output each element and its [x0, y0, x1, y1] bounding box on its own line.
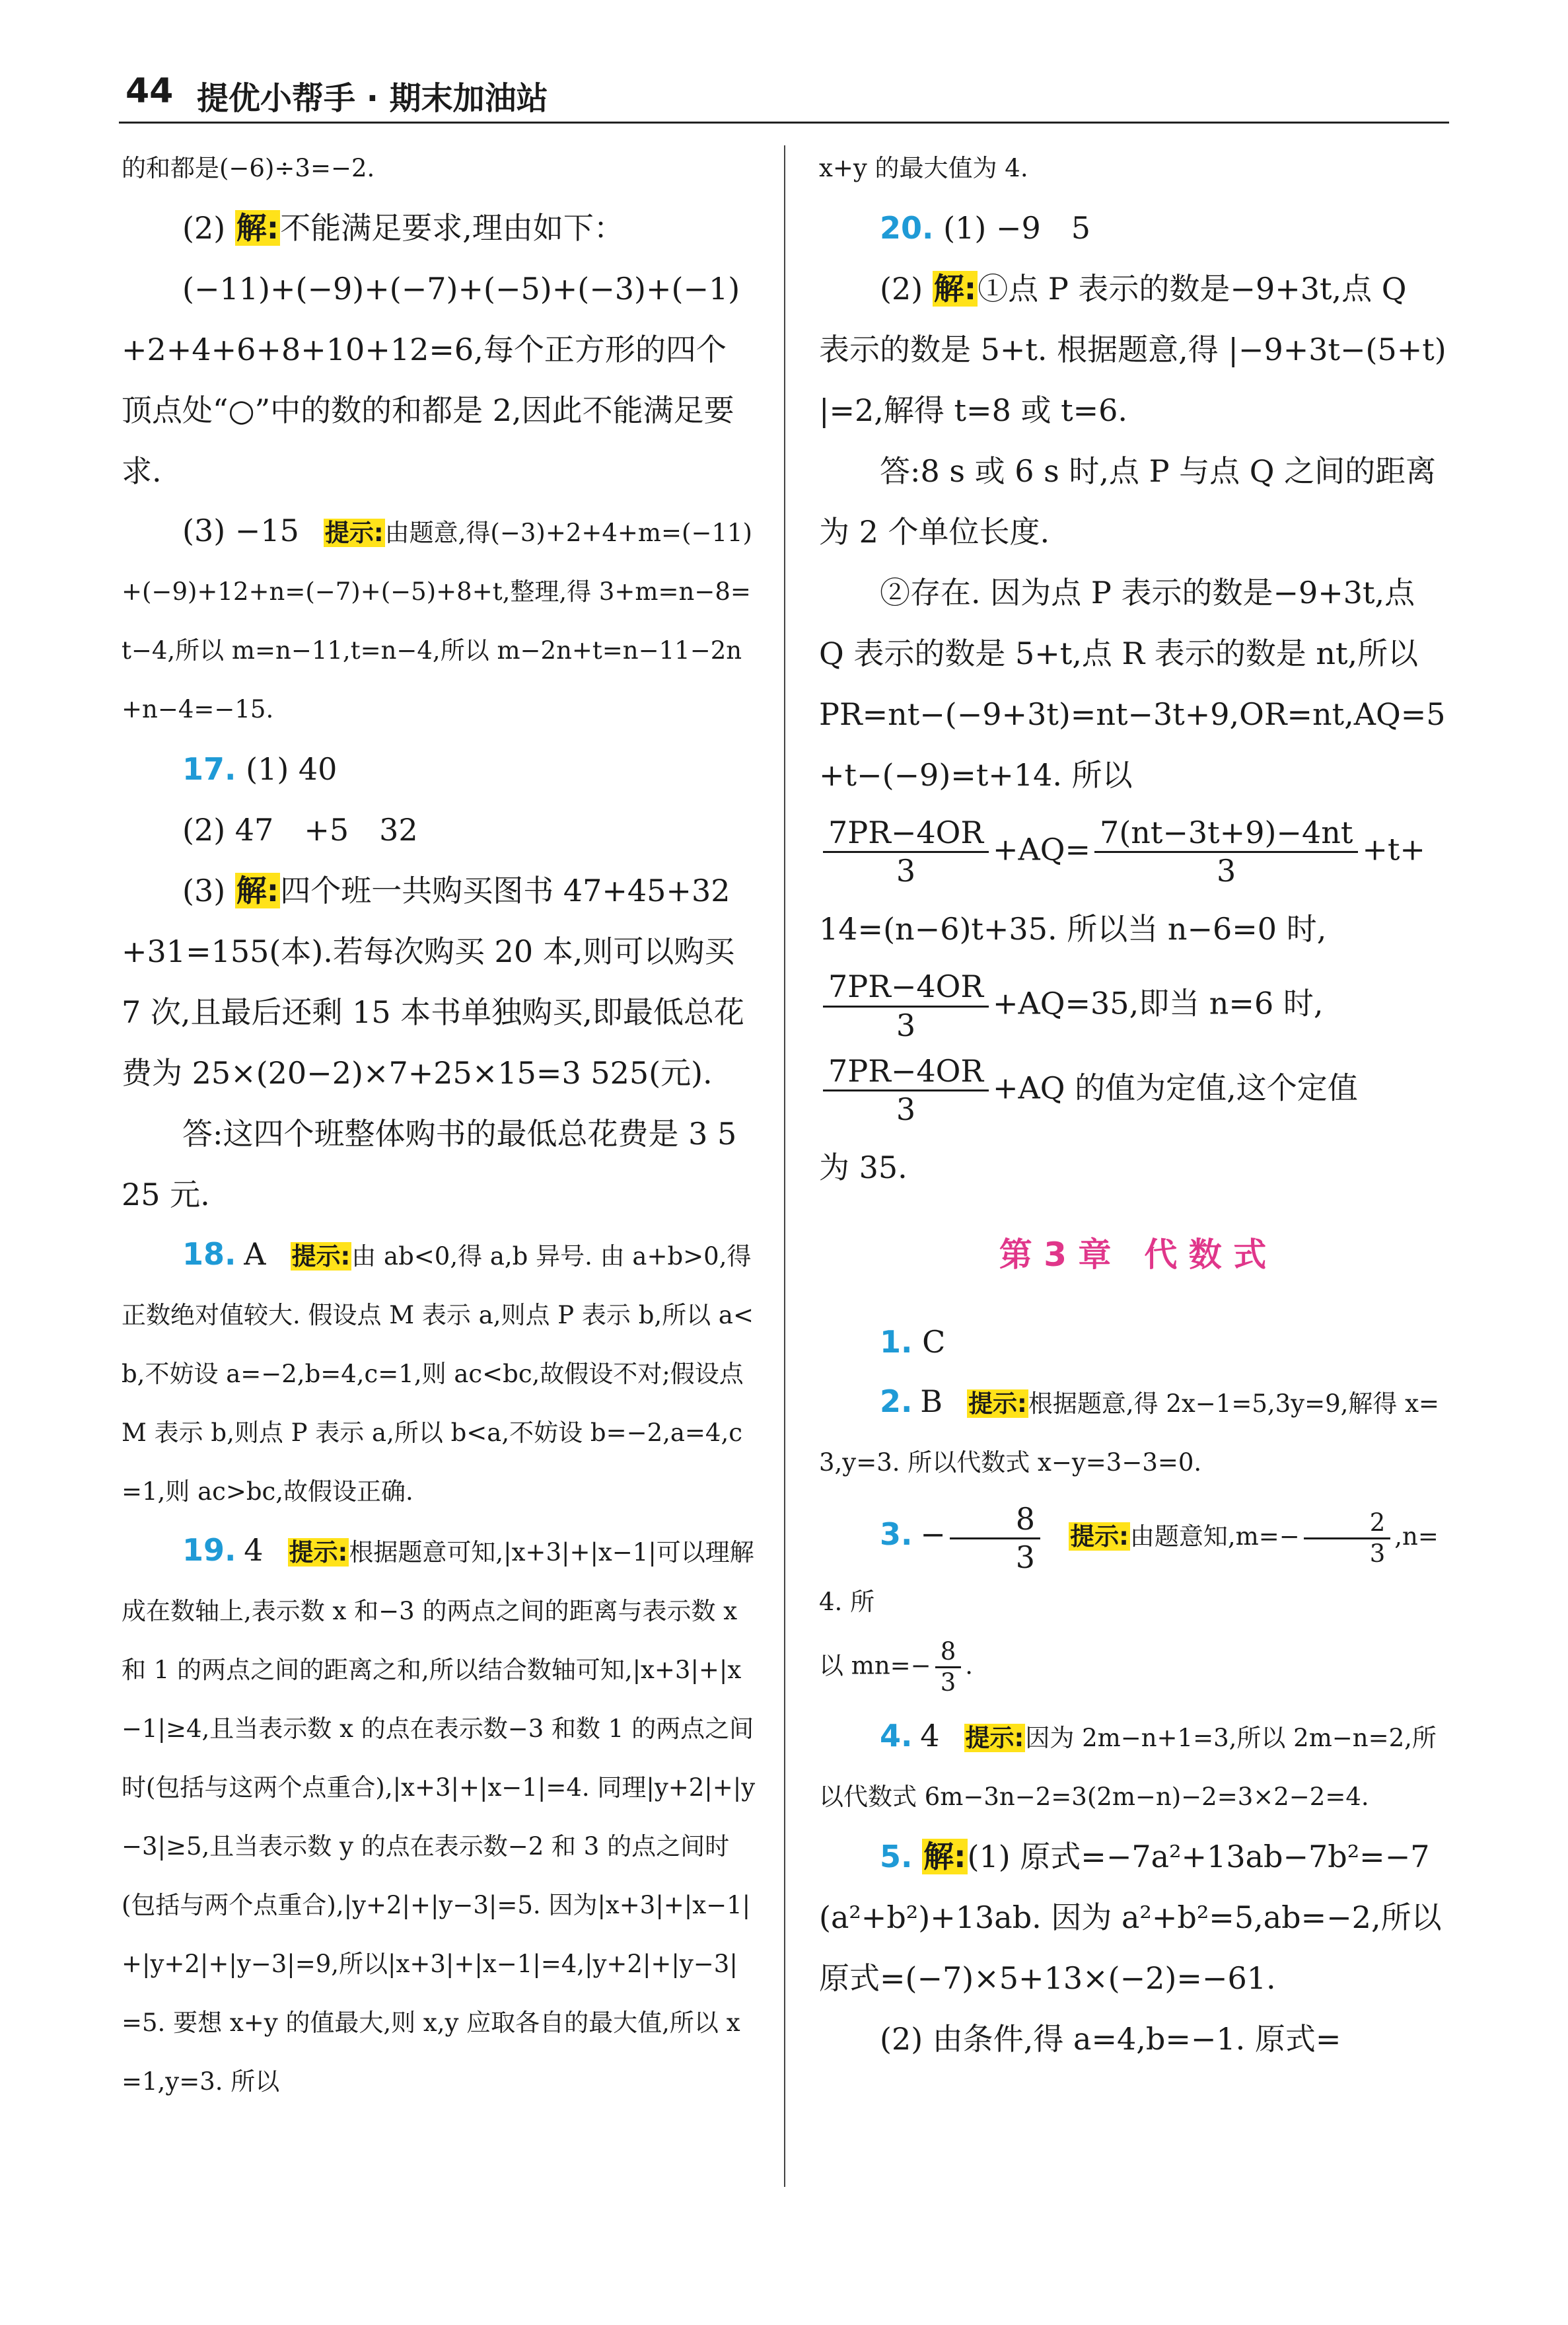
solution-tag: 解: — [933, 271, 977, 307]
solution-tag: 解: — [236, 210, 279, 246]
answer-20-2-conclusion: 答:8 s 或 6 s 时,点 P 与点 Q 之间的距离为 2 个单位长度. — [819, 453, 1437, 550]
answer-20-2-part2: ②存在. 因为点 P 表示的数是−9+3t,点 Q 表示的数是 5+t,点 R 表示的数是 nt,所以 PR=nt−(−9+3t)=nt−3t+9,OR=nt,AQ=5+t−(−9)=t+14. 所以 — [819, 575, 1446, 793]
question-number: 20. — [880, 210, 934, 246]
formula-line: $\frac{7PR-4OR}{3}$ +AQ 的值为定值,这个定值 — [819, 1053, 1446, 1128]
column-divider — [784, 145, 785, 2187]
question-number: 19. — [182, 1532, 236, 1568]
right-column — [819, 139, 1446, 2069]
question-number: 2. — [880, 1384, 913, 1420]
formula-line: $\frac{7PR-4OR}{3}$ +AQ= $\frac{7(nt-3t+9)-4nt}{3}$ +t+ — [819, 815, 1446, 889]
text-line: 14=(n−6)t+35. 所以当 n−6=0 时, — [819, 911, 1327, 947]
chapter-answer-3: 3. − $\frac{8}{3}$ 提示:由题意知,m=− $\frac{2}{3}$ ,n=4. 所 — [819, 1501, 1439, 1616]
answer-17-conclusion: 答:这四个班整体购书的最低总花费是 3 525 元. — [122, 1116, 737, 1212]
fraction: $\frac{7(nt-3t+9)-4nt}{3}$ — [1094, 815, 1358, 889]
chapter-answer-1: 1. C — [880, 1324, 946, 1360]
fraction: $\frac{7PR-4OR}{3}$ — [823, 969, 989, 1043]
answer-16-2-body: (−11)+(−9)+(−7)+(−5)+(−3)+(−1)+2+4+6+8+10+12=6,每个正方形的四个顶点处“○”中的数的和都是 2,因此不能满足要求. — [122, 271, 740, 489]
solution-tag: 解: — [236, 873, 279, 908]
chapter-answer-5-2: (2) 由条件,得 a=4,b=−1. 原式= — [880, 2021, 1341, 2057]
hint-tag: 提示: — [291, 1242, 351, 1271]
page-header — [119, 71, 1449, 124]
hint-tag: 提示: — [324, 519, 384, 547]
fraction: $\frac{7PR-4OR}{3}$ — [823, 1053, 989, 1128]
solution-tag: 解: — [923, 1839, 966, 1875]
text-line: 以 mn=− $\frac{8}{3}$ . — [819, 1637, 973, 1697]
answer-17-1: 17. (1) 40 — [182, 751, 338, 787]
fraction: $\frac{8}{3}$ — [950, 1501, 1040, 1576]
fraction: $\frac{2}{3}$ — [1304, 1508, 1391, 1569]
answer-18: 18. A 提示:由 ab<0,得 a,b 异号. 由 a+b>0,得正数绝对值较大. 假设点 M 表示 a,则点 P 表示 b,所以 a<b,不妨设 a=−2,b=4,c=1,则 ac<bc,故假设不对;假设点 M 表示 b,则点 P 表示 a,所以 b<a,不妨设 b=−2,a=4,c=1,则 ac>bc,故假设正确. — [122, 1236, 754, 1506]
answer-17-2: (2) 47 +5 32 — [182, 812, 418, 848]
chapter-answer-4: 4. 4 提示:因为 2m−n+1=3,所以 2m−n=2,所以代数式 6m−3n−2=3(2m−n)−2=3×2−2=4. — [819, 1718, 1437, 1812]
fraction: $\frac{8}{3}$ — [935, 1637, 962, 1698]
page-number: 44 — [125, 71, 174, 111]
chapter-title: 第 3 章 代 数 式 — [999, 1236, 1267, 1274]
text-line: 为 35. — [819, 1150, 908, 1186]
hint-tag: 提示: — [965, 1724, 1024, 1753]
chapter-answer-5: 5. 解:(1) 原式=−7a²+13ab−7b²=−7(a²+b²)+13ab. 因为 a²+b²=5,ab=−2,所以原式=(−7)×5+13×(−2)=−61. — [819, 1839, 1442, 1997]
chapter-answer-2: 2. B 提示:根据题意,得 2x−1=5,3y=9,解得 x=3,y=3. 所以代数式 x−y=3−3=0. — [819, 1384, 1440, 1477]
hint-tag: 提示: — [968, 1389, 1027, 1419]
question-number: 17. — [182, 751, 236, 787]
question-number: 1. — [880, 1324, 913, 1360]
question-number: 5. — [880, 1839, 913, 1875]
question-number: 3. — [880, 1516, 913, 1553]
question-number: 18. — [182, 1236, 236, 1272]
text-line: 的和都是(−6)÷3=−2. — [122, 154, 375, 182]
question-number: 4. — [880, 1718, 913, 1754]
answer-16-3: (3) −15 提示:由题意,得(−3)+2+4+m=(−11)+(−9)+12+n=(−7)+(−5)+8+t,整理,得 3+m=n−8=t−4,所以 m=n−11,t=n−4,所以 m−2n+t=n−11−2n+n−4=−15. — [122, 513, 752, 723]
text-line: x+y 的最大值为 4. — [819, 154, 1028, 182]
hint-tag: 提示: — [1070, 1522, 1129, 1551]
hint-tag: 提示: — [289, 1538, 348, 1567]
left-column — [122, 139, 756, 2111]
fraction: $\frac{7PR-4OR}{3}$ — [823, 815, 989, 889]
answer-20-2: (2) 解:①点 P 表示的数是−9+3t,点 Q 表示的数是 5+t. 根据题意,得 |−9+3t−(5+t)|=2,解得 t=8 或 t=6. — [819, 271, 1446, 428]
answer-20-1: 20. (1) −9 5 — [880, 210, 1090, 246]
formula-line: $\frac{7PR-4OR}{3}$ +AQ=35,即当 n=6 时, — [819, 969, 1446, 1043]
answer-17-3: (3) 解:四个班一共购买图书 47+45+32+31=155(本).若每次购买 20 本,则可以购买 7 次,且最后还剩 15 本书单独购买,即最低总花费为 25×(20−2)×7+25×15=3 525(元). — [122, 873, 744, 1091]
answer-16-2: (2) 解:不能满足要求,理由如下： — [182, 210, 624, 246]
book-title: 提优小帮手 · 期末加油站 — [197, 80, 548, 117]
answer-19: 19. 4 提示:根据题意可知,|x+3|+|x−1|可以理解成在数轴上,表示数 x 和−3 的两点之间的距离与表示数 x 和 1 的两点之间的距离之和,所以结合数轴可知,|x+3|+|x−1|≥4,且当表示数 x 的点在表示数−3 和数 1 的两点之间时(包括与这两个点重合),|x+3|+|x−1|=4. 同理|y+2|+|y−3|≥5,且当表示数 y 的点在表示数−2 和 3 的点之间时(包括与两个点重合),|y+2|+|y−3|=5. 因为|x+3|+|x−1|+|y+2|+|y−3|=9,所以|x+3|+|x−1|=4,|y+2|+|y−3|=5. 要想 x+y 的值最大,则 x,y 应取各自的最大值,所以 x=1,y=3. 所以 — [122, 1532, 756, 2096]
